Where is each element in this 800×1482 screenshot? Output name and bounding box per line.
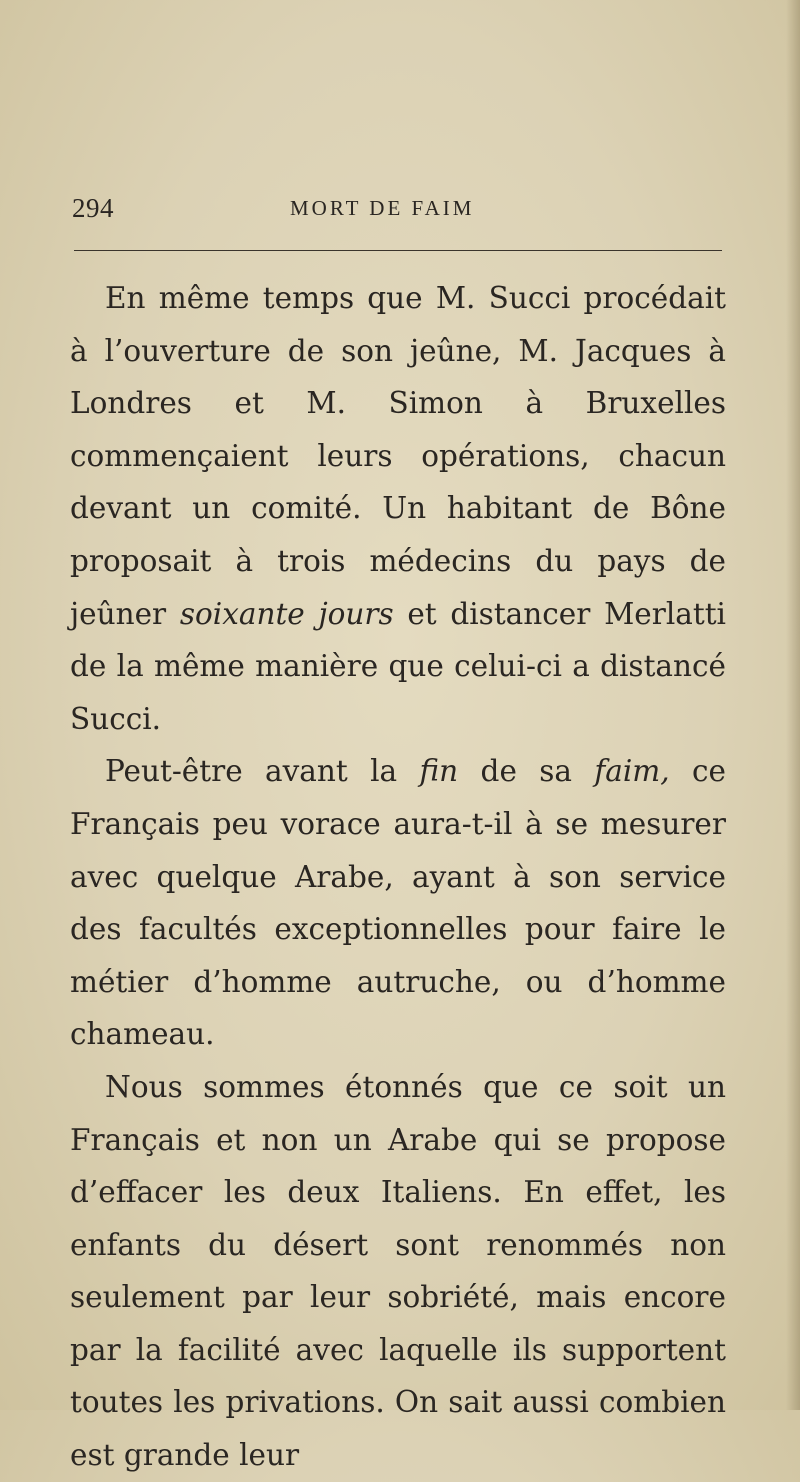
page-number: 294 <box>72 193 114 223</box>
paragraph-2 <box>70 745 726 1061</box>
paragraph-2-segment-1: Peut-être avant la <box>105 754 420 789</box>
paragraph-1-italic-phrase: soixante jours <box>179 596 394 631</box>
running-title: MORT DE FAIM <box>290 196 475 220</box>
paragraph-1-segment-3: et distancer Merlatti de la même manière que celui-ci a distancé Succi. <box>70 596 726 736</box>
paragraph-1-segment-1: En même temps que M. Succi procédait à l’ouverture de son jeûne, M. Jacques à Londres et M. Simon à Bruxelles commençaient leurs opérations, chacun devant un comité. Un habitant de Bône proposait à trois médecins du pays de jeûner <box>70 281 726 631</box>
body-text <box>70 272 726 1482</box>
paragraph-3-segment-1: Nous sommes étonnés que ce soit un Français et non un Arabe qui se propose d’effacer les deux Italiens. En effet, les enfants du désert sont renommés non seulement par leur sobriété, mais encore par la facilité avec laquelle ils supportent toutes les privations. On sait aussi combien est grande leur <box>70 1069 726 1473</box>
page-edge-shadow <box>786 0 800 1410</box>
paragraph-2-italic-faim: faim, <box>594 754 670 789</box>
paragraph-2-segment-5: ce Français peu vorace aura-t-il à se mesurer avec quelque Arabe, ayant à son service des facultés exceptionnelles pour faire le métier d’homme autruche, ou d’homme chameau. <box>70 754 727 1052</box>
page-header <box>72 193 724 233</box>
paragraph-1 <box>70 272 726 745</box>
paragraph-2-italic-fin: fin <box>419 754 459 789</box>
paragraph-3 <box>70 1061 726 1482</box>
paragraph-2-segment-3: de sa <box>458 754 595 789</box>
header-rule <box>74 250 722 251</box>
